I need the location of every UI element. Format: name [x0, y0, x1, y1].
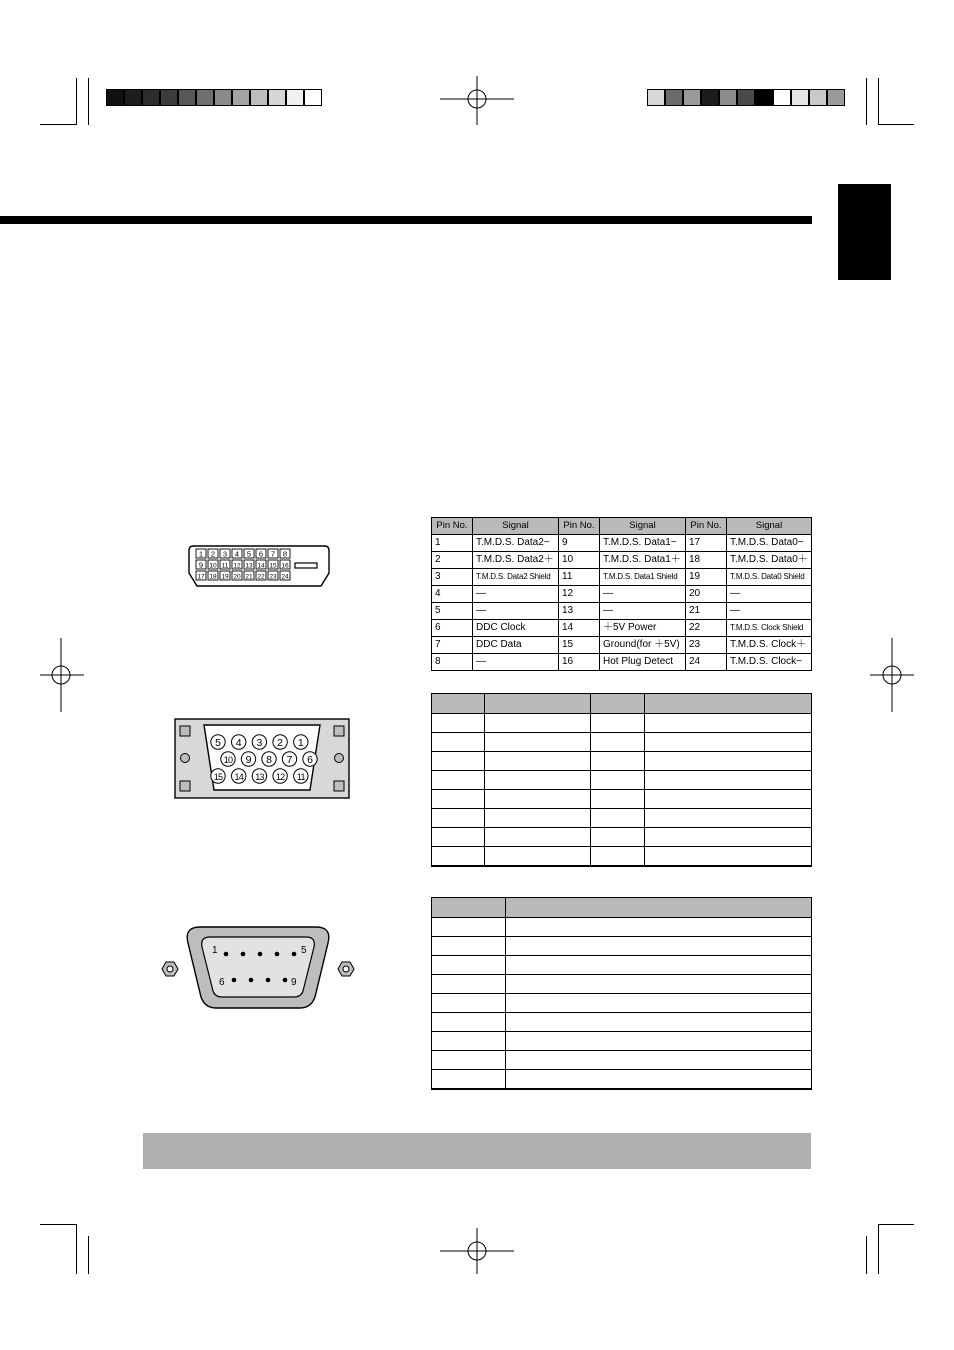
table-row [432, 654, 812, 671]
dvi-pin-label: 7 [270, 549, 276, 559]
dvi-pin-label: 10 [209, 562, 217, 570]
pin-number-cell: 20 [686, 586, 727, 603]
signal-cell: T.M.D.S. Data1− [600, 535, 686, 552]
signal-cell: T.M.D.S. Clock＋ [727, 637, 812, 654]
dvi-pin-label: 16 [281, 562, 289, 570]
footer-band [143, 1133, 811, 1169]
table-row [432, 1013, 812, 1032]
signal-cell: — [600, 603, 686, 620]
vga-pin-label: 9 [245, 753, 252, 766]
vga-pin-label: 8 [266, 753, 272, 766]
dvi-pin-label: 24 [281, 573, 289, 581]
table-row [432, 714, 812, 733]
vga-pin-label: 4 [235, 736, 242, 749]
table-row [432, 918, 812, 937]
dvi-pin-label: 4 [234, 549, 240, 559]
vga-pin-label: 11 [296, 771, 305, 782]
pin-number-cell: 23 [686, 637, 727, 654]
pin-label-9: 9 [291, 977, 297, 988]
header-signal: Signal [727, 518, 812, 535]
signal-cell: — [473, 586, 559, 603]
table-row [432, 847, 812, 867]
dvi-pin-label: 1 [198, 549, 204, 559]
dvi-pin-label: 21 [245, 573, 253, 581]
signal-cell: T.M.D.S. Data1 Shield [600, 569, 686, 586]
signal-cell: DDC Clock [473, 620, 559, 637]
header-pin-no: Pin No. [432, 518, 473, 535]
pin-number-cell: 12 [559, 586, 600, 603]
screw-right-icon [338, 962, 354, 976]
vga-connector-diagram [174, 718, 350, 800]
header-signal: Signal [600, 518, 686, 535]
pin-number-cell: 7 [432, 637, 473, 654]
signal-cell: T.M.D.S. Data2 Shield [473, 569, 559, 586]
pin-number-cell: 21 [686, 603, 727, 620]
table-header-row [432, 694, 812, 714]
pin-label-1: 1 [212, 945, 218, 956]
signal-cell: T.M.D.S. Data0＋ [727, 552, 812, 569]
vga-pin-label: 14 [234, 771, 243, 782]
pin-number-cell: 22 [686, 620, 727, 637]
signal-cell: — [727, 603, 812, 620]
signal-cell: T.M.D.S. Clock− [727, 654, 812, 671]
pin-number-cell: 8 [432, 654, 473, 671]
dvi-pin-label: 12 [233, 562, 241, 570]
dvi-pin-label: 13 [245, 562, 253, 570]
dvi-pin-label: 11 [221, 562, 229, 570]
screw-left-icon [162, 962, 178, 976]
pin-number-cell: 5 [432, 603, 473, 620]
dvi-pin-label: 8 [282, 549, 288, 559]
dvi-pin-label: 20 [233, 573, 241, 581]
header-pin-no: Pin No. [686, 518, 727, 535]
signal-cell: T.M.D.S. Data0 Shield [727, 569, 812, 586]
signal-cell: T.M.D.S. Clock Shield [727, 620, 812, 637]
dvi-pin-label: 3 [222, 549, 228, 559]
dvi-pin-label: 14 [257, 562, 265, 570]
header-signal: Signal [473, 518, 559, 535]
table-row [432, 586, 812, 603]
pin-number-cell: 19 [686, 569, 727, 586]
table-row [432, 1032, 812, 1051]
table-row [432, 975, 812, 994]
table-row [432, 937, 812, 956]
signal-cell: T.M.D.S. Data0− [727, 535, 812, 552]
dvi-pin-table [431, 517, 812, 671]
pin-number-cell: 4 [432, 586, 473, 603]
pin-number-cell: 18 [686, 552, 727, 569]
signal-cell: — [600, 586, 686, 603]
table-row [432, 790, 812, 809]
pin-number-cell: 1 [432, 535, 473, 552]
signal-cell: Hot Plug Detect [600, 654, 686, 671]
pin-number-cell: 14 [559, 620, 600, 637]
vga-pin-label: 5 [215, 736, 221, 749]
vga-pin-label: 2 [277, 736, 284, 749]
dvi-pin-label: 17 [197, 573, 205, 581]
pin-number-cell: 15 [559, 637, 600, 654]
pin-number-cell: 17 [686, 535, 727, 552]
vga-pin-label: 10 [223, 754, 233, 765]
table-row [432, 535, 812, 552]
pin-number-cell: 6 [432, 620, 473, 637]
table-row [432, 733, 812, 752]
table-row [432, 809, 812, 828]
pin-number-cell: 16 [559, 654, 600, 671]
vga-pin-label: 6 [307, 753, 313, 766]
signal-cell: — [473, 654, 559, 671]
dvi-pin-label: 2 [210, 549, 216, 559]
pin-number-cell: 24 [686, 654, 727, 671]
signal-cell: DDC Data [473, 637, 559, 654]
dvi-pin-label: 9 [198, 560, 204, 570]
signal-cell: — [727, 586, 812, 603]
table-header-row [432, 518, 812, 535]
section-tab [838, 184, 891, 280]
vga-pin-label: 12 [275, 771, 285, 782]
dvi-pin-label: 22 [257, 573, 265, 581]
table-row [432, 994, 812, 1013]
vga-pin-label: 3 [256, 736, 263, 749]
pin-label-5: 5 [301, 945, 307, 956]
signal-cell: T.M.D.S. Data2＋ [473, 552, 559, 569]
table-row [432, 752, 812, 771]
signal-cell: — [473, 603, 559, 620]
pin-number-cell: 10 [559, 552, 600, 569]
vga-pin-label: 1 [297, 736, 304, 749]
table-header-row [432, 898, 812, 918]
pin-number-cell: 11 [559, 569, 600, 586]
header-rule [0, 216, 812, 224]
header-pin-no: Pin No. [559, 518, 600, 535]
vga-pin-label: 15 [213, 771, 223, 782]
dvi-connector-diagram [188, 545, 330, 587]
vga-pin-table [431, 693, 812, 867]
table-row [432, 956, 812, 975]
table-row [432, 552, 812, 569]
table-row [432, 637, 812, 654]
table-row [432, 1051, 812, 1070]
dvi-pin-label: 23 [269, 573, 277, 581]
pin-number-cell: 9 [559, 535, 600, 552]
signal-cell: ＋5V Power [600, 620, 686, 637]
signal-cell: T.M.D.S. Data1＋ [600, 552, 686, 569]
serial-pin-table [431, 897, 812, 1090]
table-row [432, 569, 812, 586]
vga-pin-label: 13 [255, 771, 264, 782]
serial-connector-diagram [160, 925, 360, 1011]
pin-number-cell: 2 [432, 552, 473, 569]
table-row [432, 620, 812, 637]
pin-number-cell: 13 [559, 603, 600, 620]
table-row [432, 771, 812, 790]
dvi-pin-label: 18 [209, 573, 217, 581]
signal-cell: T.M.D.S. Data2− [473, 535, 559, 552]
dvi-pin-label: 6 [258, 549, 264, 559]
dvi-pin-label: 5 [246, 549, 252, 559]
dvi-pin-label: 15 [269, 562, 277, 570]
table-row [432, 1070, 812, 1090]
pin-number-cell: 3 [432, 569, 473, 586]
table-row [432, 603, 812, 620]
vga-pin-label: 7 [286, 753, 293, 766]
signal-cell: Ground(for ＋5V) [600, 637, 686, 654]
pin-label-6: 6 [219, 977, 225, 988]
table-row [432, 828, 812, 847]
dvi-pin-label: 19 [221, 573, 229, 581]
